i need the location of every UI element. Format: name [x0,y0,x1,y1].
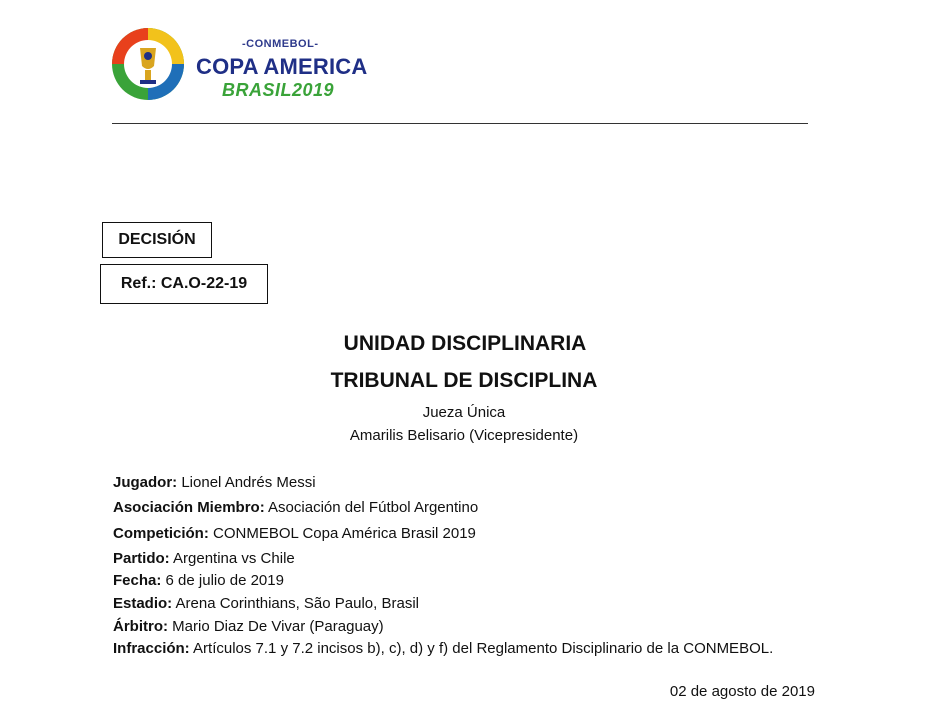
judge-role: Jueza Única [422,404,506,421]
decision-label-box: DECISIÓN [102,222,212,258]
copa-america-logo [110,24,370,108]
logo-org-text: -CONMEBOL- [242,38,319,50]
detail-asociacion: Asociación Miembro: Asociación del Fútbol Argentino [113,499,479,516]
document-date: 02 de agosto de 2019 [669,683,815,700]
detail-partido: Partido: Argentina vs Chile [113,550,295,567]
detail-competicion: Competición: CONMEBOL Copa América Brasil 2019 [113,525,476,542]
detail-arbitro: Árbitro: Mario Diaz De Vivar (Paraguay) [113,618,384,635]
title-tribunal-de-disciplina: TRIBUNAL DE DISCIPLINA [330,369,598,392]
trophy-emblem-icon [110,24,186,104]
judge-name: Amarilis Belisario (Vicepresidente) [349,427,579,444]
title-unidad-disciplinaria: UNIDAD DISCIPLINARIA [343,332,587,355]
detail-jugador: Jugador: Lionel Andrés Messi [113,474,316,491]
detail-infraccion: Infracción: Artículos 7.1 y 7.2 incisos b), c), d) y f) del Reglamento Disciplinario de la CONMEBOL. [113,640,774,657]
detail-estadio: Estadio: Arena Corinthians, São Paulo, Brasil [113,595,419,612]
logo-name-text: COPA AMERICA [196,54,368,79]
reference-box: Ref.: CA.O-22-19 [100,264,268,304]
detail-fecha: Fecha: 6 de julio de 2019 [113,572,284,589]
header-divider [112,123,808,124]
logo-host-text: BRASIL2019 [222,80,335,100]
